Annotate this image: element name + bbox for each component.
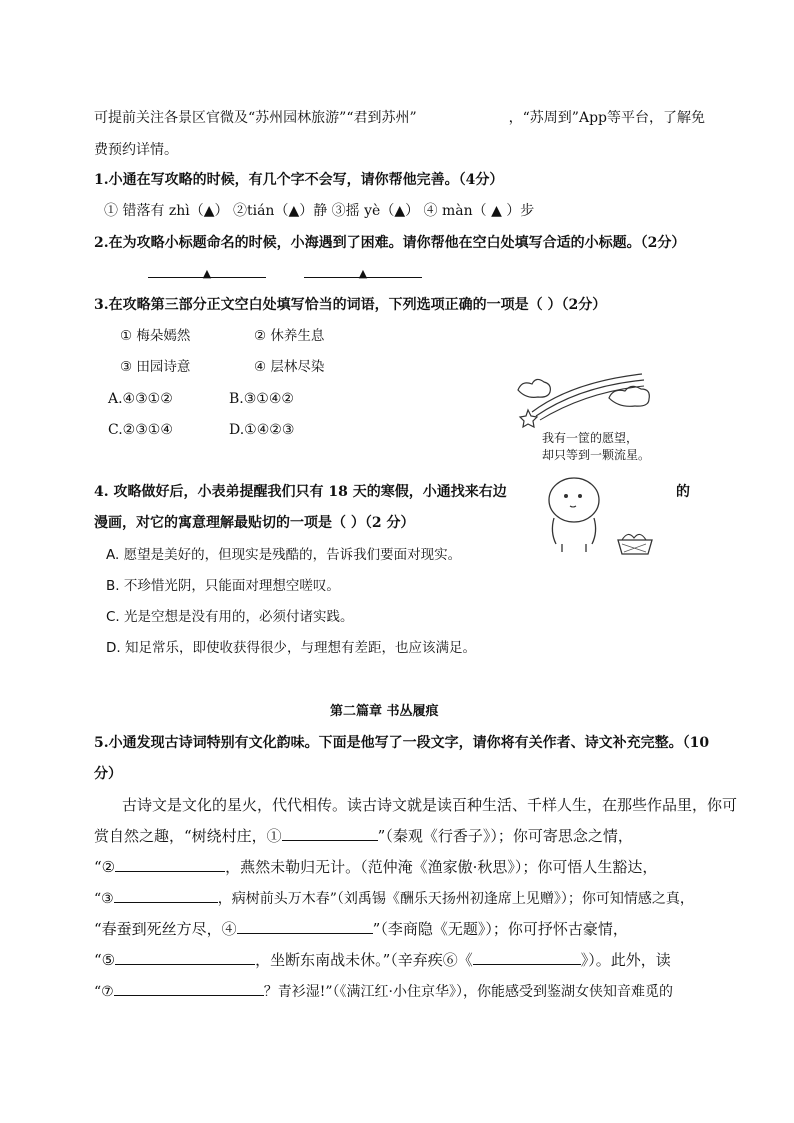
q4-option-b[interactable]: B. 不珍惜光阴，只能面对理想空嗟叹。 [106,578,340,594]
q4-stem-1: 4. 攻略做好后，小表弟提醒我们只有 18 天的寒假，小通找来右边 [94,484,507,500]
q4-option-d[interactable]: D. 知足常乐，即使收获得很少，与理想有差距，也应该满足。 [106,640,476,656]
q4-option-c[interactable]: C. 光是空想是没有用的，必须付诸实践。 [106,609,354,625]
meteor-trail-3 [540,386,644,420]
q5-line4-a: “③ [94,891,114,907]
q5-line3-b: ，燕然未勒归无计。（范仲淹《渔家傲·秋思》）；你可悟人生豁达， [225,858,658,876]
q5-para-line-5 [94,919,628,939]
intro-line-1 [94,108,705,128]
intro-line-2: 费预约详情。 [94,142,178,158]
q5-para-line-6 [94,950,671,970]
q5-line6-c: 》）。此外，读 [580,951,671,969]
q1-items: ① 错落有 zhì（▲） ②tián（▲）静 ③摇 yè（▲） ④ màn（ ▲ ）步 [104,203,535,219]
blank-1[interactable] [282,826,378,841]
basket-icon [618,540,652,554]
blank-4[interactable] [237,919,373,934]
q3-option-c[interactable]: C.②③①④ [108,422,173,438]
q4-option-a[interactable]: A. 愿望是美好的，但现实是残酷的，告诉我们要面对现实。 [106,547,462,563]
q5-line7-b: ？青衫湿!”（《满江红·小住京华》），你能感受到鉴湖女侠知音难觅的 [263,984,673,1000]
section-title: 第二篇章 书丛履痕 [330,704,439,719]
q5-line3-a: “② [94,858,116,876]
q5-line6-a: “⑤ [94,951,116,969]
comic-caption-2: 却只等到一颗流星。 [542,448,651,462]
q3-stem: 3.在攻略第三部分正文空白处填写恰当的词语，下列选项正确的一项是（ ）（2分） [94,297,607,313]
blank-2[interactable] [115,857,225,872]
q5-para-line-4 [94,888,694,909]
q5-stem-1: 5.小通发现古诗词特别有文化韵味。下面是他写了一段文字，请你将有关作者、诗文补充完整。（10 [94,735,710,751]
q3-word-3: ③ 田园诗意 [120,359,191,375]
q5-line5-b: ”（李商隐《无题》）；你可抒怀古豪情， [372,920,628,938]
q5-stem-2: 分） [94,766,122,782]
q4-stem-2: 漫画，对它的寓意理解最贴切的一项是（ ）（2 分） [94,515,415,531]
blank-5[interactable] [115,950,255,965]
q5-line2-a: 赏自然之趣，“树绕村庄，① [94,827,282,845]
q3-word-1: ① 梅朵嫣然 [120,328,191,344]
q2-mark-1: ▲ [202,267,212,280]
meteor-trail-2 [536,380,644,416]
blank-7[interactable] [114,981,264,996]
blank-6[interactable] [473,950,581,965]
blank-3[interactable] [114,888,218,903]
q5-para-line-1: 古诗文是文化的星火，代代相传。读古诗文就是读百种生活、千样人生，在那些作品里，你可 [122,796,738,814]
intro-text-b: ，“苏周到”App等平台，了解免 [508,110,705,126]
q5-line4-b: ，病树前头万木春”（刘禹锡《酬乐天扬州初逢席上见赠》）；你可知情感之真， [217,891,694,907]
q2-stem: 2.在为攻略小标题命名的时候，小海遇到了困难。请你帮他在空白处填写合适的小标题。（2分） [94,235,686,251]
q1-stem: 1.小通在写攻略的时候，有几个字不会写，请你帮他完善。（4分） [94,172,504,188]
q3-option-b[interactable]: B.③①④② [229,391,294,407]
q5-line2-b: ”（秦观《行香子》）；你可寄思念之情， [377,827,633,845]
intro-text-a: 可提前关注各景区官微及“苏州园林旅游”“君到苏州” [94,110,417,126]
q5-para-line-3 [94,857,657,877]
q5-para-line-7 [94,981,673,1002]
q5-line5-a: “春蚕到死丝方尽，④ [94,920,237,938]
q3-word-4: ④ 层林尽染 [254,359,325,375]
q4-stem-1b: 的 [676,484,690,500]
q5-line7-a: “⑦ [94,984,114,1000]
q3-word-2: ② 休养生息 [254,328,325,344]
cloud-left [518,379,550,397]
q2-mark-2: ▲ [358,267,368,280]
q2-answer-line-1[interactable] [148,263,266,283]
q3-option-a[interactable]: A.④③①② [108,391,173,407]
star-icon [520,410,537,427]
character-head [549,478,599,522]
q2-answer-line-2[interactable] [304,263,422,283]
cloud-right [609,386,649,406]
q3-option-d[interactable]: D.①④②③ [229,422,295,438]
comic-illustration [514,360,684,560]
comic-caption-1: 我有一筐的愿望， [542,431,639,445]
q5-para-line-2 [94,826,633,846]
exam-page [94,0,738,1123]
q5-line6-b: ，坐断东南战未休。”（辛弃疾⑥《 [255,951,473,969]
